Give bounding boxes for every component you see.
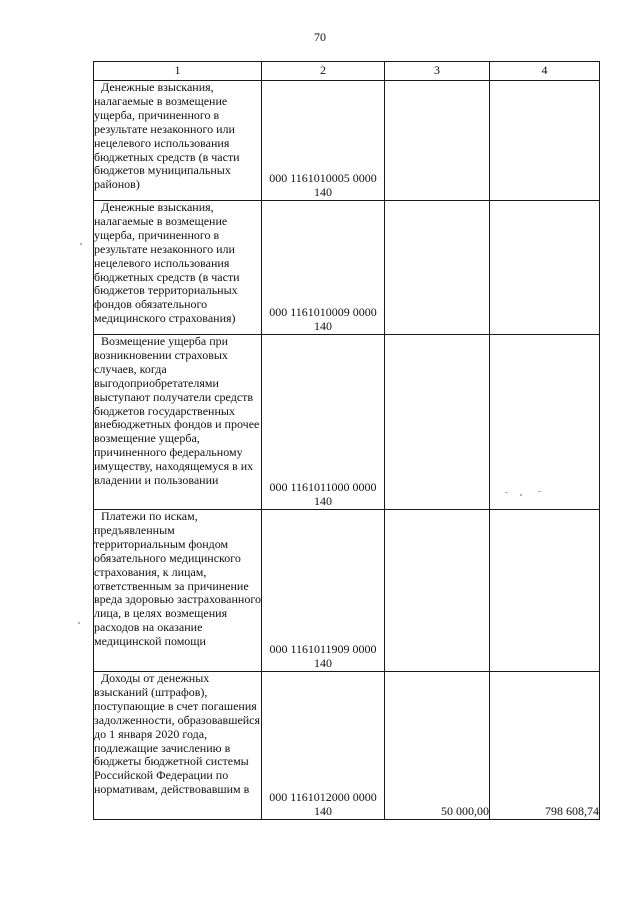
scan-speck xyxy=(538,491,541,492)
budget-code-cell: 000 1161010009 0000 140 xyxy=(262,201,385,335)
scan-speck xyxy=(80,243,82,245)
amount-col3-cell xyxy=(385,510,490,672)
amount-col3-cell xyxy=(385,81,490,201)
amount-col3-cell: 50 000,00 xyxy=(385,672,490,820)
scan-speck xyxy=(520,494,522,496)
table-row xyxy=(94,672,600,820)
column-header-2: 2 xyxy=(262,62,385,81)
table-row xyxy=(94,510,600,672)
revenue-table xyxy=(93,61,600,820)
table-row xyxy=(94,335,600,510)
revenue-name-cell xyxy=(94,510,262,672)
table-row xyxy=(94,201,600,335)
revenue-name-cell xyxy=(94,81,262,201)
revenue-name: Платежи по искам, предъявленным территориальным фондом обязательного медицинского страхования, к лицам, ответственным за причинение вреда здоровью застрахованного лица, в целях возмещения расходов на оказание медицинской помощи xyxy=(94,509,261,649)
amount-col4-cell xyxy=(490,201,600,335)
amount-col4-cell: 798 608,74 xyxy=(490,672,600,820)
column-header-1: 1 xyxy=(94,62,262,81)
amount-col4-cell xyxy=(490,510,600,672)
table-row xyxy=(94,81,600,201)
scan-speck xyxy=(78,622,80,624)
revenue-name: Доходы от денежных взысканий (штрафов), поступающие в счет погашения задолженности, образовавшейся до 1 января 2020 года, подлежащие зачислению в бюджеты бюджетной системы Российской Федерации по нормативам, действовавшим в xyxy=(94,671,261,797)
column-header-4: 4 xyxy=(490,62,600,81)
revenue-name-cell xyxy=(94,672,262,820)
amount-col3-cell xyxy=(385,335,490,510)
amount-col3-cell xyxy=(385,201,490,335)
revenue-name: Возмещение ущерба при возникновении страховых случаев, когда выгодоприобретателями выступают получатели средств бюджетов государственных внебюджетных фондов и прочее возмещение ущерба, причиненного федеральному имуществу, находящемуся в их владении и пользовании xyxy=(94,334,260,488)
revenue-name: Денежные взыскания, налагаемые в возмещение ущерба, причиненного в результате незаконного или нецелевого использования бюджетных средств (в части бюджетов территориальных фондов обязательного медицинского страхования) xyxy=(94,200,240,326)
budget-code-cell: 000 1161011909 0000 140 xyxy=(262,510,385,672)
amount-col4-cell xyxy=(490,81,600,201)
revenue-name-cell xyxy=(94,335,262,510)
table-header-row xyxy=(94,62,600,81)
budget-code-cell: 000 1161011000 0000 140 xyxy=(262,335,385,510)
page-number: 70 xyxy=(314,30,326,44)
scan-speck xyxy=(505,492,508,493)
budget-code-cell: 000 1161010005 0000 140 xyxy=(262,81,385,201)
revenue-name: Денежные взыскания, налагаемые в возмещение ущерба, причиненного в результате незаконного или нецелевого использования бюджетных средств (в части бюджетов муниципальных районов) xyxy=(94,80,240,192)
column-header-3: 3 xyxy=(385,62,490,81)
budget-code-cell: 000 1161012000 0000 140 xyxy=(262,672,385,820)
amount-col4-cell xyxy=(490,335,600,510)
revenue-name-cell xyxy=(94,201,262,335)
